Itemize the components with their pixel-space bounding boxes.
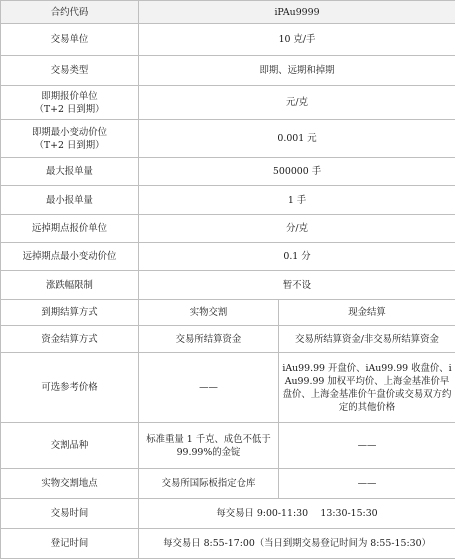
row-value-physical: —— <box>139 353 279 423</box>
row-value-cash: —— <box>279 469 455 499</box>
row-value-physical: 标准重量 1 千克、成色不低于 99.99%的金锭 <box>139 423 279 469</box>
row-label: 最大报单量 <box>1 158 139 186</box>
row-value: 每交易日 8:55-17:00（当日到期交易登记时间为 8:55-15:30） <box>139 529 455 559</box>
row-label: 登记时间 <box>1 529 139 559</box>
row-value-physical: 交易所国际板指定仓库 <box>139 469 279 499</box>
row-label: 合约代码 <box>1 1 139 24</box>
row-label: 远掉期点最小变动价位 <box>1 243 139 271</box>
row-label: 资金结算方式 <box>1 326 139 353</box>
row-value-physical: 交易所结算资金 <box>139 326 279 353</box>
row-label <box>1 120 139 158</box>
row-value-cash: iAu99.99 开盘价、iAu99.99 收盘价、iAu99.99 加权平均价、上海金基准价早盘价、上海金基准价午盘价或交易双方约定的其他价格 <box>279 353 455 423</box>
row-value: 0.1 分 <box>139 243 455 271</box>
row-label: 交易类型 <box>1 56 139 86</box>
row-value-cash: 交易所结算资金/非交易所结算资金 <box>279 326 455 353</box>
row-label <box>1 86 139 120</box>
table-row <box>1 86 455 120</box>
row-value-cash: —— <box>279 423 455 469</box>
row-value: 即期、远期和掉期 <box>139 56 455 86</box>
row-value: 元/克 <box>139 86 455 120</box>
row-label-line: 即期最小变动价位 <box>4 126 135 139</box>
row-label: 远掉期点报价单位 <box>1 215 139 243</box>
table-row <box>1 56 455 86</box>
table-row <box>1 243 455 271</box>
row-label: 到期结算方式 <box>1 300 139 326</box>
row-label: 交易时间 <box>1 499 139 529</box>
table-row <box>1 24 455 56</box>
row-label: 最小报单量 <box>1 186 139 215</box>
row-value: 暂不设 <box>139 271 455 300</box>
table-row <box>1 158 455 186</box>
table-row <box>1 1 455 24</box>
table-row <box>1 469 455 499</box>
row-value: 1 手 <box>139 186 455 215</box>
table-row <box>1 120 455 158</box>
row-value: iPAu9999 <box>139 1 455 24</box>
row-label-line: 即期报价单位 <box>4 90 135 103</box>
row-value: 10 克/手 <box>139 24 455 56</box>
row-value: 0.001 元 <box>139 120 455 158</box>
row-label-line: （T+2 日到期） <box>4 103 135 116</box>
table-row <box>1 300 455 326</box>
row-value: 分/克 <box>139 215 455 243</box>
row-value-cash: 现金结算 <box>279 300 455 326</box>
row-label: 实物交割地点 <box>1 469 139 499</box>
row-label-line: （T+2 日到期） <box>4 139 135 152</box>
row-value: 每交易日 9:00-11:30 13:30-15:30 <box>139 499 455 529</box>
table-row <box>1 353 455 423</box>
table-row <box>1 215 455 243</box>
table-row <box>1 326 455 353</box>
row-value: 500000 手 <box>139 158 455 186</box>
row-label: 交割品种 <box>1 423 139 469</box>
table-row <box>1 186 455 215</box>
table-row <box>1 271 455 300</box>
table-row <box>1 423 455 469</box>
row-label: 交易单位 <box>1 24 139 56</box>
table-row <box>1 499 455 529</box>
row-label: 可选参考价格 <box>1 353 139 423</box>
row-value-physical: 实物交割 <box>139 300 279 326</box>
row-label: 涨跌幅限制 <box>1 271 139 300</box>
